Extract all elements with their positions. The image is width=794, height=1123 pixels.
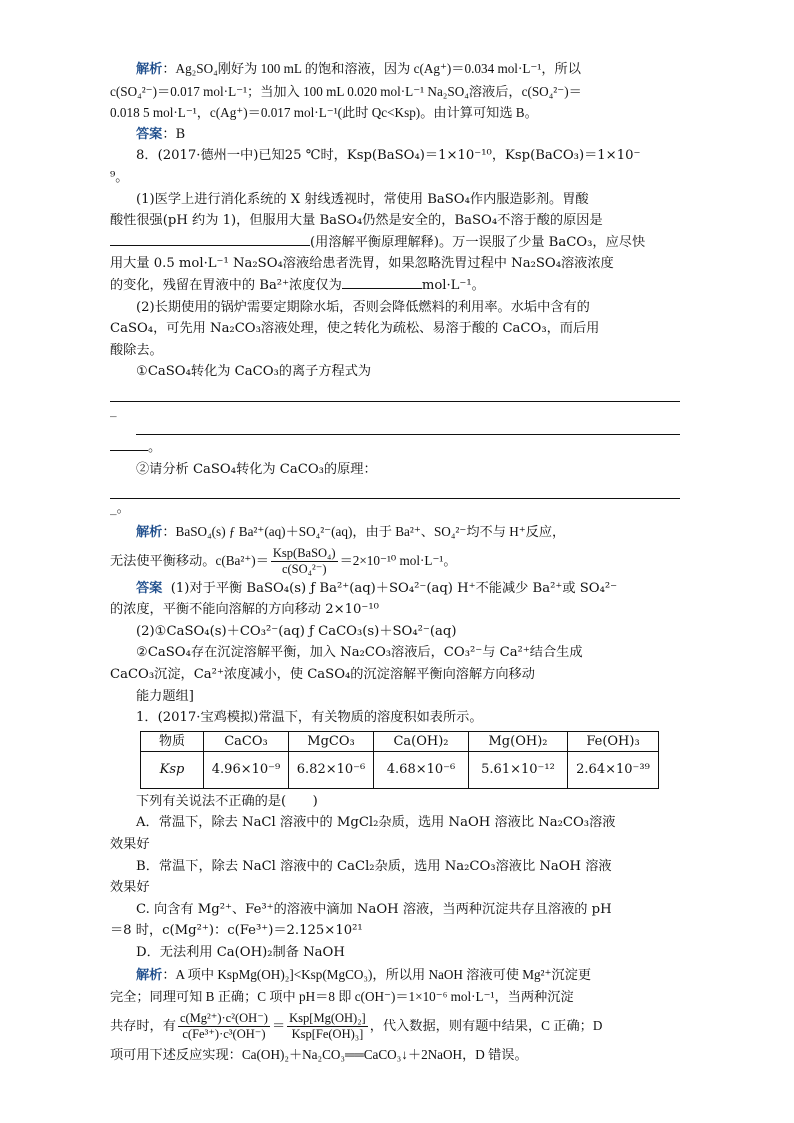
analysis-3-line-1: [110, 964, 680, 987]
period: 。: [148, 439, 162, 455]
fraction-numerator: Ksp[Mg(OH)₂]: [289, 1011, 366, 1026]
option-d: D．无法利用 Ca(OH)₂制备 NaOH: [136, 945, 345, 960]
analysis-text: 共存时，有: [110, 1017, 176, 1033]
table-header-cell: MgCO₃: [289, 731, 374, 751]
fraction-numerator: Ksp(BaSO₄): [272, 546, 336, 561]
answer-value: ：B: [162, 126, 186, 142]
table-header-cell: Fe(OH)₃: [568, 731, 659, 751]
table-header-cell: CaCO₃: [204, 731, 289, 751]
answer-2-line-1: [110, 578, 680, 600]
answer-blank[interactable]: [110, 438, 148, 451]
q8-part1-unit: mol·L⁻¹。: [421, 277, 485, 293]
answer-1: [110, 124, 680, 146]
table-cell: 4.96×10⁻⁹: [204, 751, 289, 788]
question-8-stem: 8．(2017·德州一中)已知25 ℃时，Ksp(BaSO₄)＝1×10⁻¹⁰，Ksp(BaCO₃)＝1×10⁻: [136, 148, 641, 164]
answer-2-line-4: ②CaSO₄存在沉淀溶解平衡，加入 Na₂CO₃溶液后，CO₃²⁻与 Ca²⁺结合生成: [136, 645, 583, 661]
option-a-line-1: A．常温下，除去 NaCl 溶液中的 MgCl₂杂质，选用 NaOH 溶液比 Na₂CO₃溶液: [136, 815, 616, 831]
table-row: [141, 751, 659, 788]
answer-blank[interactable]: [342, 276, 422, 289]
analysis-text: ：A 项中 KspMg(OH)₂]<Ksp(MgCO₃)，所以用 NaOH 溶液可使 Mg²⁺沉淀更: [162, 966, 592, 982]
analysis-3-line-4: 项可用下述反应实现：Ca(OH)₂＋Na₂CO₃══CaCO₃↓＋2NaOH，D 错误。: [110, 1046, 528, 1062]
analysis-text: ，代入数据，则有题中结果，C 正确；D: [369, 1017, 603, 1033]
analysis-text: ＝2×10⁻¹⁰ mol·L⁻¹。: [339, 552, 457, 568]
fraction-denominator: c(Fe³⁺)·c³(OH⁻): [182, 1027, 266, 1042]
analysis-label: 解析: [136, 525, 163, 541]
table-header-cell: 物质: [141, 731, 204, 751]
answer-line[interactable]: [136, 420, 680, 435]
analysis-2-line-1: [110, 521, 680, 544]
analysis-2-line-2: [110, 544, 680, 578]
analysis-3-line-3: 共存时，有 $\frac{\text{c(Mg²⁺)·c²(OH⁻)}}{\text{c(Fe³⁺)·c³(OH⁻)}}$ ＝ $\frac{\text{Ksp[Mg(OH)₂]}}{\text{Ksp[Fe(OH)₃]}}$ ，代入数据，则有题中结果，C 正确；D: [110, 1011, 603, 1042]
answer-label: 答案: [136, 580, 163, 596]
worksheet-page: [110, 58, 680, 1065]
q8-part1-line-2: 酸性很强(pH 约为 1)，但服用大量 BaSO₄仍然是安全的，BaSO₄不溶于酸的原因是: [110, 213, 603, 229]
answer-line-end: [110, 437, 680, 459]
answer-line[interactable]: [110, 387, 680, 402]
table-row-label: Ksp: [141, 751, 204, 788]
table-header-cell: Ca(OH)₂: [374, 731, 469, 751]
table-cell: 5.61×10⁻¹²: [469, 751, 568, 788]
answer-line-end: _。: [110, 501, 130, 517]
table-cell: 6.82×10⁻⁶: [289, 751, 374, 788]
q8-part2-line-2: CaSO₄，可先用 Na₂CO₃溶液处理，使之转化为疏松、易溶于酸的 CaCO₃，而后用: [110, 321, 600, 337]
table-cell: 2.64×10⁻³⁹: [568, 751, 659, 788]
question-1-prompt: 下列有关说法不正确的是( ): [136, 793, 318, 809]
fraction: [271, 546, 338, 577]
answer-blank[interactable]: [110, 233, 310, 246]
option-c-line-2: ＝8 时，c(Mg²⁺)：c(Fe³⁺)＝2.125×10²¹: [110, 923, 363, 939]
q8-part1-line-1: (1)医学上进行消化系统的 X 射线透视时，常使用 BaSO₄作内服造影剂。胃酸: [136, 191, 589, 207]
option-c-line-1: C. 向含有 Mg²⁺、Fe³⁺的溶液中滴加 NaOH 溶液，当两种沉淀共存且溶液的 pH: [136, 901, 612, 917]
question-1-stem: 1．(2017·宝鸡模拟)常温下，有关物质的溶度积如表所示。: [136, 710, 483, 726]
analysis-label: 解析: [136, 967, 163, 983]
q8-part2-question-2: ②请分析 CaSO₄转化为 CaCO₃的原理：: [136, 461, 377, 477]
q8-part2-question-1: ①CaSO₄转化为 CaCO₃的离子方程式为: [136, 364, 372, 380]
table-cell: 4.68×10⁻⁶: [374, 751, 469, 788]
analysis-1-line-2: c(SO₄²⁻)＝0.017 mol·L⁻¹；当加入 100 mL 0.020 mol·L⁻¹ Na₂SO₄溶液后，c(SO₄²⁻)＝: [110, 83, 582, 99]
fraction-numerator: c(Mg²⁺)·c²(OH⁻): [179, 1011, 268, 1026]
fraction: [178, 1011, 270, 1042]
table-header-row: [141, 731, 659, 751]
answer-line[interactable]: [110, 484, 680, 499]
option-b-line-2: 效果好: [110, 880, 150, 896]
question-8-stem-cont: ⁹。: [110, 169, 129, 185]
section-title: 能力题组]: [136, 688, 194, 704]
fraction: [287, 1011, 368, 1042]
answer-2-line-3: (2)①CaSO₄(s)＋CO₃²⁻(aq) ƒ CaCO₃(s)＋SO₄²⁻(aq): [136, 623, 457, 639]
answer-2-line-2: 的浓度，平衡不能向溶解的方向移动 2×10⁻¹⁰: [110, 602, 379, 618]
q8-part2-line-1: (2)长期使用的锅炉需要定期除水垢，否则会降低燃料的利用率。水垢中含有的: [136, 299, 590, 315]
analysis-3-line-2: 完全；同理可知 B 正确；C 项中 pH＝8 即 c(OH⁻)＝1×10⁻⁶ mol·L⁻¹，当两种沉淀: [110, 989, 574, 1005]
analysis-text: ：BaSO₄(s) ƒ Ba²⁺(aq)＋SO₄²⁻(aq)，由于 Ba²⁺、SO₄²⁻均不与 H⁺反应，: [162, 524, 566, 540]
option-b-line-1: B．常温下，除去 NaCl 溶液中的 CaCl₂杂质，选用 Na₂CO₃溶液比 NaOH 溶液: [136, 858, 612, 874]
answer-label: 答案: [136, 126, 163, 142]
analysis-text: ：Ag₂SO₄刚好为 100 mL 的饱和溶液，因为 c(Ag⁺)＝0.034 mol·L⁻¹，所以: [162, 61, 581, 76]
analysis-1-line-3: 0.018 5 mol·L⁻¹，c(Ag⁺)＝0.017 mol·L⁻¹(此时 Qc<Ksp)。由计算可知选 B。: [110, 105, 538, 121]
answer-text: (1)对于平衡 BaSO₄(s) ƒ Ba²⁺(aq)＋SO₄²⁻(aq) H⁺不能减少 Ba²⁺或 SO₄²⁻: [170, 580, 618, 596]
q8-part2-line-3: 酸除去。: [110, 342, 163, 358]
analysis-text: 无法使平衡移动。c(Ba²⁺)＝: [110, 552, 269, 568]
q8-part1-line-5: [110, 275, 680, 297]
fraction-denominator: Ksp[Fe(OH)₃]: [291, 1027, 364, 1042]
q8-part1-line-3: [110, 232, 680, 254]
fraction-denominator: c(SO₄²⁻): [281, 562, 327, 577]
q8-part1-text: (用溶解平衡原理解释)。万一误服了少量 BaCO₃，应尽快: [310, 234, 646, 250]
table-header-cell: Mg(OH)₂: [469, 731, 568, 751]
dash-mark: _: [110, 402, 117, 418]
q8-part1-line-4: 用大量 0.5 mol·L⁻¹ Na₂SO₄溶液给患者洗胃，如果忽略洗胃过程中 Na₂SO₄溶液浓度: [110, 256, 614, 272]
ksp-table: [140, 731, 659, 789]
analysis-label: 解析: [136, 62, 163, 77]
q8-part1-text: 的变化，残留在胃液中的 Ba²⁺浓度仅为: [110, 277, 342, 293]
answer-2-line-5: CaCO₃沉淀，Ca²⁺浓度减小，使 CaSO₄的沉淀溶解平衡向溶解方向移动: [110, 667, 535, 683]
option-a-line-2: 效果好: [110, 837, 150, 853]
analysis-1-line-1: [110, 58, 680, 81]
